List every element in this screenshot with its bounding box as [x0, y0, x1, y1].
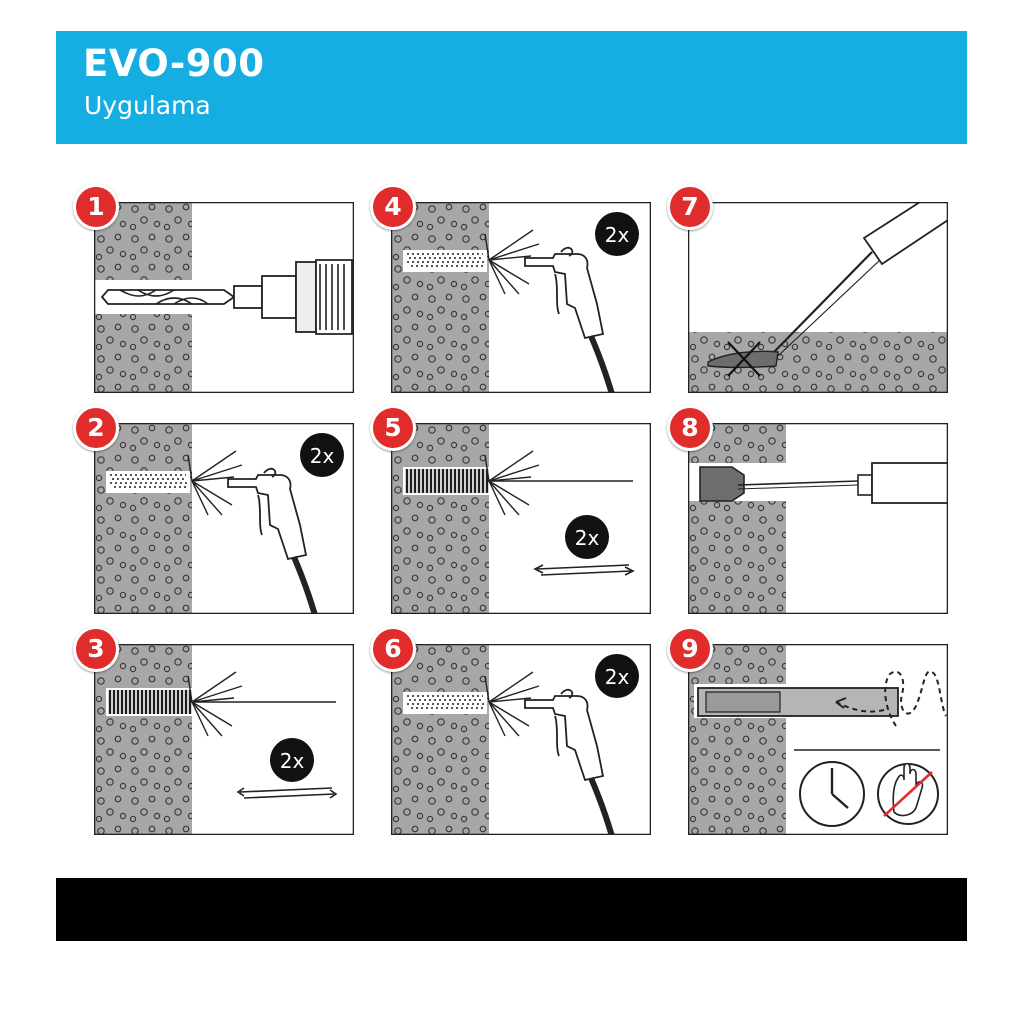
header-banner: [56, 31, 967, 144]
repeat-count: 2x: [604, 665, 630, 689]
step-9-panel: [681, 634, 948, 835]
step-number-badge: 7: [667, 184, 713, 230]
step-1-panel: [87, 192, 354, 393]
step-number-badge: 6: [370, 626, 416, 672]
repeat-count: 2x: [604, 223, 630, 247]
footer-bar: [56, 878, 967, 941]
product-title: EVO-900: [83, 42, 265, 85]
step-number-badge: 1: [73, 184, 119, 230]
step-number-badge: 3: [73, 626, 119, 672]
step-5-panel: [384, 413, 651, 614]
step-number-badge: 9: [667, 626, 713, 672]
step-number-badge: 4: [370, 184, 416, 230]
header-subtitle: Uygulama: [84, 91, 211, 120]
step-number-badge: 5: [370, 405, 416, 451]
repeat-count: 2x: [309, 444, 335, 468]
step-number-badge: 2: [73, 405, 119, 451]
step-8-panel: [681, 413, 948, 614]
step-3-panel: [87, 634, 354, 835]
repeat-count: 2x: [574, 526, 600, 550]
step-number-badge: 8: [667, 405, 713, 451]
step-4-panel: [384, 192, 651, 393]
step-2-panel: [87, 413, 354, 614]
step-6-panel: [384, 634, 651, 835]
step-7-panel: [681, 192, 948, 393]
repeat-count: 2x: [279, 749, 305, 773]
